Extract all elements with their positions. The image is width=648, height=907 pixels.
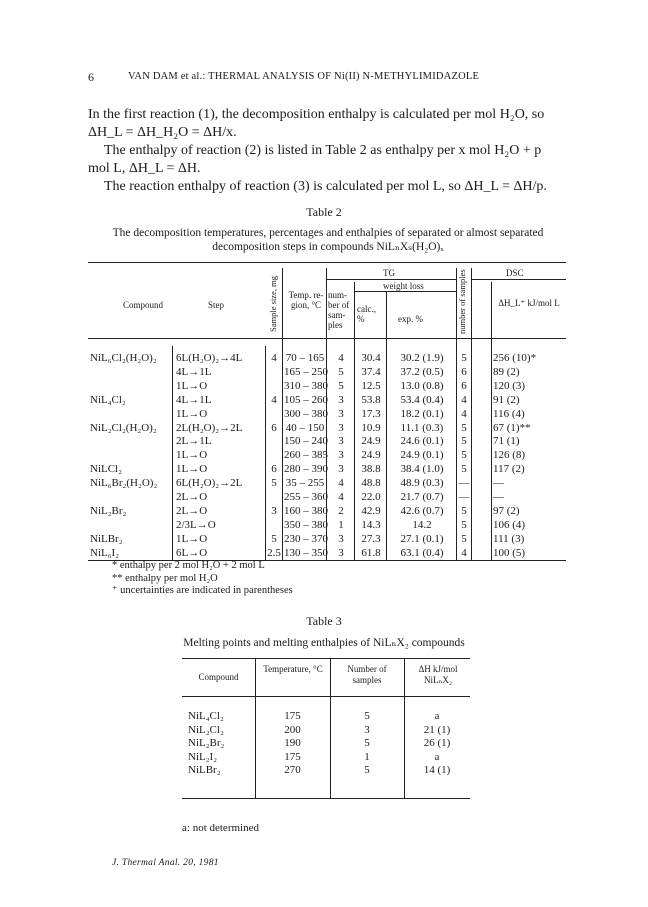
table2-cell-compound: NiL₆Br₂(H₂O)₂ [90,477,158,490]
table2-cell-dh: 116 (4) [493,407,525,420]
table2-cell-calc: 24.9 [361,435,381,448]
table3-cell-compound: NiLBr₂ [188,764,221,777]
table2-cell-temp: 310 – 380 [284,379,328,392]
table2-cell-n: 4 [338,491,344,503]
t3-header-temperature: Temperature, °C [263,664,323,674]
table2-cell-temp: 35 – 255 [285,477,325,490]
table2-cell-calc: 10.9 [361,421,381,434]
table2-cell-nd: 5 [461,532,467,545]
header-num-samples-dsc: number of samples [457,269,467,334]
table2-cell-step: 2L(H₂O)₂→2L [176,421,243,434]
table2-cell-exp: 18.2 (0.1) [400,407,444,420]
table2-cell-calc: 61.8 [361,546,381,559]
table2-cell-dh: — [493,477,504,490]
header-temp-region: Temp. re-gion, °C [288,290,324,310]
table2-cell-exp: 42.6 (0.7) [400,504,444,517]
table2-cell-dh: 256 (10)* [493,352,537,364]
table2-cell-size: 4 [271,393,277,406]
table2-cell-n: 3 [338,463,344,476]
header-exp: exp. % [398,314,423,324]
table3-cell-dh: a [434,750,440,763]
table3-cell-temp: 175 [284,750,301,763]
table2-cell-nd: — [458,477,470,490]
table2-cell-calc: 48.8 [361,477,381,490]
table2-cell-temp: 230 – 370 [284,532,328,545]
table2-caption: The decomposition temperatures, percentages and enthalpies of separated or almost separated decomposition steps in compounds NiLₙXₛ(H₂O)ₓ [112,227,544,253]
paragraph: The enthalpy of reaction (2) is listed in Table 2 as enthalpy per x mol H₂O + p mol L, ΔH_L = ΔH. [88,143,542,176]
table2-cell-nd: 5 [461,504,467,517]
table2-cell-nd: — [458,491,470,503]
header-calc: calc., % [357,304,376,324]
table2-cell-compound: NiLCl₂ [90,463,122,476]
paragraph: The reaction enthalpy of reaction (3) is calculated per mol L, so ΔH_L = ΔH/p. [104,179,547,194]
table2-cell-nd: 5 [461,435,467,448]
table3-cell-compound: NiL₄Cl₂ [188,710,224,722]
table2-cell-step: 2/3L→O [176,518,216,531]
table3-cell-n: 5 [364,710,370,722]
table2-cell-exp: 11.1 (0.3) [400,421,444,434]
table2-label: Table 2 [306,205,342,219]
table3-cell-dh: 14 (1) [423,764,451,777]
table2-cell-n: 3 [338,449,344,462]
table2-cell-dh: 106 (4) [493,518,526,531]
table2-cell-calc: 38.8 [361,463,381,476]
table2-cell-exp: 14.2 [412,518,432,531]
table2-cell-step: 1L→O [176,379,208,392]
table3-cell-dh: 21 (1) [423,723,451,736]
table2-cell-temp: 160 – 380 [284,504,328,517]
table2-cell-dh: 120 (3) [493,379,526,392]
table2-cell-calc: 22.0 [361,491,381,503]
table2-cell-temp: 70 – 165 [285,352,325,364]
table2-cell-n: 1 [338,518,344,531]
table2-cell-step: 2L→O [176,491,208,503]
table2-footnotes [112,560,293,598]
table2-cell-temp: 280 – 390 [284,463,328,476]
table2-cell-step: 1L→O [176,449,208,462]
table2-cell-nd: 4 [461,393,467,406]
header-tg: TG [383,268,395,278]
table3-cell-n: 5 [364,764,370,777]
table2-cell-exp: 37.2 (0.5) [400,365,444,378]
table2-cell-compound: NiLBr₂ [90,532,123,545]
table2-cell-calc: 37.4 [361,365,381,378]
table2-cell-n: 3 [338,393,344,406]
table2-cell-dh: 97 (2) [493,504,520,517]
footnote: ** enthalpy per mol H₂O [112,572,218,584]
table3-cell-temp: 190 [284,737,301,750]
table2-cell-calc: 53.8 [361,393,381,406]
table2-cell-compound: NiL₂Br₂ [90,504,127,517]
table2-cell-exp: 24.6 (0.1) [400,435,444,448]
table3-cell-temp: 175 [284,710,301,722]
table3-caption: Melting points and melting enthalpies of NiLₙX₂ compounds [183,637,465,649]
table2-cell-step: 2L→1L [176,435,212,448]
table2-cell-dh: 117 (2) [493,463,525,476]
table2-cell-size: 5 [271,532,277,545]
table2-cell-temp: 260 – 385 [284,449,328,462]
table2-cell-size: 6 [271,421,277,434]
header-weight-loss: weight loss [383,281,424,291]
table2-cell-calc: 12.5 [361,379,381,392]
table2-cell-step: 1L→O [176,407,208,420]
paragraph: In the first reaction (1), the decomposition enthalpy is calculated per mol H₂O, so ΔH_L = ΔH_H₂O = ΔH/x. [88,107,545,140]
table2-cell-n: 3 [338,532,344,545]
table2-cell-exp: 13.0 (0.8) [400,379,444,392]
table2-cell-exp: 21.7 (0.7) [400,491,444,503]
table2-cell-calc: 17.3 [361,407,381,420]
table2-cell-nd: 6 [461,379,467,392]
table2-cell-nd: 4 [461,546,467,559]
table2-cell-temp: 150 – 240 [284,435,328,448]
table2-cell-calc: 14.3 [361,518,381,531]
t3-header-enthalpy: ΔH kJ/mol NiLₙX₂ [418,664,458,685]
table2-cell-n: 5 [338,379,344,392]
table2-cell-dh: — [493,491,504,503]
table2-cell-nd: 4 [461,407,467,420]
table2-cell-compound: NiL₆I₂ [90,546,120,559]
t3-header-samples: Number of samples [347,664,387,685]
table2-cell-size: 5 [271,477,277,490]
header-step: Step [208,300,225,310]
table2-cell-n: 3 [338,435,344,448]
table2-cell-calc: 42.9 [361,504,381,517]
table2-cell-n: 3 [338,546,344,559]
table3-cell-temp: 270 [284,764,301,777]
table2-cell-exp: 48.9 (0.3) [400,477,444,490]
running-title: VAN DAM et al.: THERMAL ANALYSIS OF Ni(II) N-METHYLIMIDAZOLE [128,71,480,82]
table2-cell-dh: 71 (1) [493,435,520,448]
header-enthalpy: ΔH_L⁺ kJ/mol L [498,298,560,308]
table3-note: a: not determined [182,822,259,834]
table2-cell-n: 5 [338,365,344,378]
table2-cell-step: 4L→1L [176,393,212,406]
table3-label: Table 3 [306,614,342,628]
table2-cell-dh: 67 (1)** [493,421,531,434]
table2-cell-n: 3 [338,407,344,420]
table2-cell-calc: 30.4 [361,352,381,364]
table3-cell-dh: a [434,710,440,722]
table2-cell-compound: NiL₄Cl₂ [90,393,126,406]
table2-cell-step: 6L→O [176,546,208,559]
table2-cell-temp: 300 – 380 [284,407,328,420]
table2-cell-temp: 105 – 260 [284,393,328,406]
table2-cell-compound: NiL₆Cl₂(H₂O)₂ [90,352,157,364]
table2-cell-step: 2L→O [176,504,208,517]
table2-cell-calc: 24.9 [361,449,381,462]
table2-cell-compound: NiL₂Cl₂(H₂O)₂ [90,421,157,434]
table2-cell-nd: 5 [461,449,467,462]
table2-cell-nd: 5 [461,352,467,364]
journal-citation: J. Thermal Anal. 20, 1981 [112,858,219,868]
table2-cell-dh: 100 (5) [493,546,526,559]
table2-cell-exp: 53.4 (0.4) [400,393,444,406]
table2-cell-step: 6L(H₂O)₂→2L [176,477,243,490]
table3-cell-n: 3 [364,723,370,736]
table2-cell-exp: 38.4 (1.0) [400,463,444,476]
table2-cell-temp: 350 – 380 [284,518,328,531]
table3-cell-compound: NiL₂Cl₂ [188,723,224,736]
table2-cell-temp: 255 – 360 [284,491,328,503]
table3-cell-dh: 26 (1) [423,737,451,750]
table3-cell-compound: NiL₂Br₂ [188,737,225,750]
table2-cell-step: 6L(H₂O)₂→4L [176,352,243,364]
table2-cell-size: 2.5 [267,546,281,559]
table2-cell-dh: 91 (2) [493,393,520,406]
table2-cell-temp: 165 – 250 [284,365,328,378]
header-dsc: DSC [506,268,524,278]
footnote: ⁺ uncertainties are indicated in parentheses [112,585,293,596]
header-compound: Compound [123,300,164,310]
table2-cell-nd: 5 [461,421,467,434]
table2-cell-exp: 24.9 (0.1) [400,449,444,462]
table3-cell-n: 1 [364,750,370,763]
table2-cell-temp: 40 – 150 [285,421,325,434]
table2-cell-step: 4L→1L [176,365,212,378]
table2-cell-size: 3 [271,504,277,517]
table2-cell-nd: 5 [461,518,467,531]
footnote: * enthalpy per 2 mol H₂O + 2 mol L [112,560,265,571]
table2-cell-exp: 30.2 (1.9) [400,352,444,364]
table2-cell-dh: 111 (3) [493,532,525,545]
table2-cell-dh: 126 (8) [493,449,526,462]
body-text [88,106,564,196]
table2-cell-calc: 27.3 [361,532,381,545]
table3-cell-temp: 200 [284,723,301,736]
table2-cell-temp: 130 – 350 [284,546,328,559]
table2-cell-nd: 5 [461,463,467,476]
table2-cell-nd: 6 [461,365,467,378]
table2-cell-exp: 27.1 (0.1) [400,532,444,545]
table2-cell-n: 4 [338,352,344,364]
table2-cell-n: 4 [338,477,344,490]
table3-cell-compound: NiL₂I₂ [188,750,218,763]
t3-header-compound: Compound [198,672,239,682]
table2-cell-size: 6 [271,463,277,476]
page-number: 6 [88,70,95,84]
table2-cell-dh: 89 (2) [493,365,520,378]
table2-cell-step: 1L→O [176,532,208,545]
table2-cell-size: 4 [271,352,277,364]
header-sample-size: Sample size, mg [268,276,278,332]
table2-cell-n: 3 [338,421,344,434]
table2-cell-step: 1L→O [176,463,208,476]
table2-cell-n: 2 [338,504,344,517]
table2-cell-exp: 63.1 (0.4) [400,546,444,559]
table3-cell-n: 5 [364,737,370,750]
header-num-samples-tg: num-ber of sam-ples [328,290,350,330]
